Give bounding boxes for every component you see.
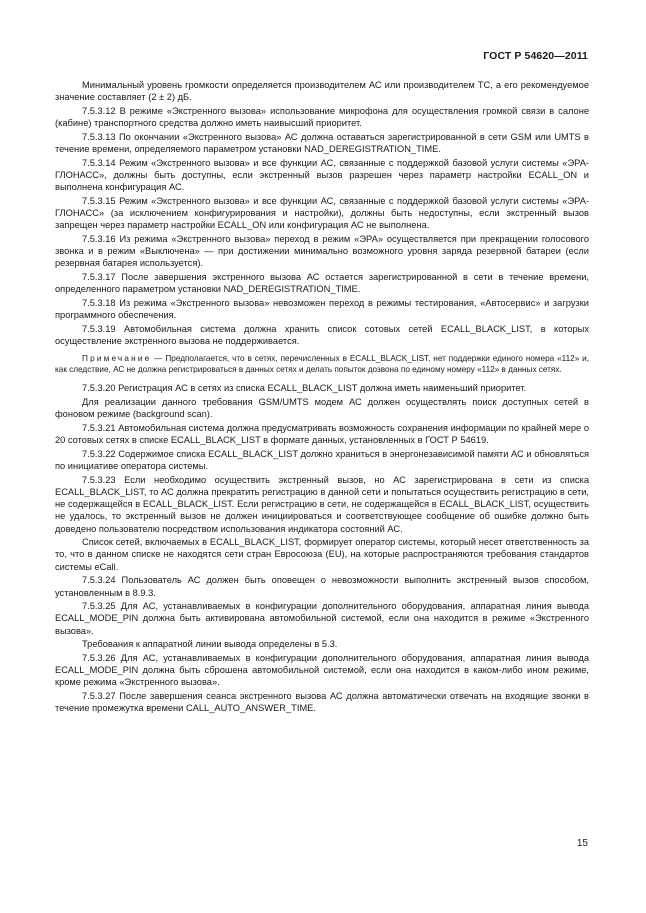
paragraph: 7.5.3.21 Автомобильная система должна предусматривать возможность сохранения информации по крайней мере о 20 сотовых сетях в списке ECALL_BLACK_LIST в формате данных, установленных в ГОСТ Р 54619.	[55, 422, 589, 446]
document-body	[55, 79, 589, 716]
paragraph: Требования к аппаратной линии вывода определены в 5.3.	[82, 639, 338, 650]
note-text: — Предполагается, что в сетях, перечисленных в ECALL_BLACK_LIST, нет поддержки единого номера «112» и, как следствие, АС не должна регистрироваться в данных сетях и делать попыток дозвона по единому номеру «112» в данных сетях.	[55, 354, 589, 375]
page-number: 15	[576, 838, 588, 849]
paragraph: 7.5.3.19 Автомобильная система должна хранить список сотовых сетей ECALL_BLACK_LIST, в которых осуществление экстренного вызова не поддерживается.	[55, 323, 589, 347]
paragraph: Минимальный уровень громкости определяется производителем АС или производителем ТС, а его рекомендуемое значение составляет (2 ± 2) дБ.	[55, 80, 589, 103]
note	[55, 353, 589, 375]
paragraph: 7.5.3.12 В режиме «Экстренного вызова» использование микрофона для осуществления громкой связи в салоне (кабине) транспортного средства должно иметь наивысший приоритет.	[55, 105, 589, 129]
paragraph: 7.5.3.25 Для АС, устанавливаемых в конфигурации дополнительного оборудования, аппаратная линия вывода ECALL_MODE_PIN должна быть активирована автомобильной системой, если она находится в режиме «Экстренного вызова».	[55, 601, 589, 636]
paragraph: Список сетей, включаемых в ECALL_BLACK_LIST, формирует оператор системы, который несет ответственность за то, что в данном списке не находятся сети стран Евросоюза (EU), на которые распространяются требования стандартов системы eCall.	[55, 537, 589, 572]
paragraph: 7.5.3.22 Содержимое списка ECALL_BLACK_LIST должно храниться в энергонезависимой памяти АС и обновляться по инициативе оператора системы.	[55, 448, 589, 471]
paragraph: 7.5.3.13 По окончании «Экстренного вызова» АС должна оставаться зарегистрированной в сети GSM или UMTS в течение времени, определяемого параметром установки NAD_DEREGISTRATION_TIME.	[55, 131, 589, 155]
paragraph: 7.5.3.18 Из режима «Экстренного вызова» невозможен переход в режимы тестирования, «Автосервис» и загрузки программного обеспечения.	[55, 297, 589, 321]
paragraph: 7.5.3.15 Режим «Экстренного вызова» и все функции АС, связанные с поддержкой базовой услуги системы «ЭРА-ГЛОНАСС» (за исключением конфигурирования и настройки), должны быть недоступны, если экстренный вызов запрещен через параметр настройки ECALL_ON или конфигурация АС не выполнена.	[55, 195, 589, 231]
paragraph: 7.5.3.20 Регистрация АС в сетях из списка ECALL_BLACK_LIST должна иметь наименьший приоритет.	[82, 383, 527, 394]
standard-header: ГОСТ Р 54620—2011	[483, 50, 588, 62]
note-label: Примечание	[82, 354, 152, 364]
paragraph: 7.5.3.17 После завершения экстренного вызова АС остается зарегистрированной в сети в течение времени, определенного параметром установки NAD_DEREGISTRATION_TIME.	[55, 272, 589, 295]
paragraph: 7.5.3.24 Пользователь АС должен быть оповещен о невозможности выполнить экстренный вызов способом, установленным в 8.9.3.	[55, 575, 589, 598]
paragraph: 7.5.3.23 Если необходимо осуществить экстренный вызов, но АС зарегистрирована в сети из списка ECALL_BLACK_LIST, то АС должна прекратить регистрацию в данной сети и попытаться осуществить регистрацию в сети, не содержащейся в ECALL_BLACK_LIST. Если регистрацию в сети, не содержащейся в ECALL_BLACK_LIST, осуществить не удалось, то экстренный вызов не должен инициироваться и соответствующее сообщение об ошибке должно быть доведено пользователю посредством использования индикатора состояний АС.	[55, 474, 589, 534]
paragraph: 7.5.3.26 Для АС, устанавливаемых в конфигурации дополнительного оборудования, аппаратная линия вывода ECALL_MODE_PIN должна быть сброшена автомобильной системой, если она находится в каком-либо ином режиме, кроме режима «Экстренного вызова».	[55, 653, 589, 688]
paragraph: 7.5.3.14 Режим «Экстренного вызова» и все функции АС, связанные с поддержкой базовой услуги системы «ЭРА-ГЛОНАСС», должны быть доступны, если экстренный вызов разрешен через параметр настройки ECALL_ON и выполнена конфигурация АС.	[55, 157, 589, 193]
paragraph: Для реализации данного требования GSM/UMTS модем АС должен осуществлять поиск доступных сетей в фоновом режиме (background scan).	[55, 396, 589, 420]
paragraph: 7.5.3.16 Из режима «Экстренного вызова» переход в режим «ЭРА» осуществляется при прекращении голосового звонка и в режим «Выключена» — при достижении минимально возможного уровня заряда резервной батареи (если резервная батарея используется).	[55, 233, 589, 269]
paragraph: 7.5.3.27 После завершения сеанса экстренного вызова АС должна автоматически отвечать на входящие звонки в течение промежутка времени CALL_AUTO_ANSWER_TIME.	[55, 691, 589, 714]
